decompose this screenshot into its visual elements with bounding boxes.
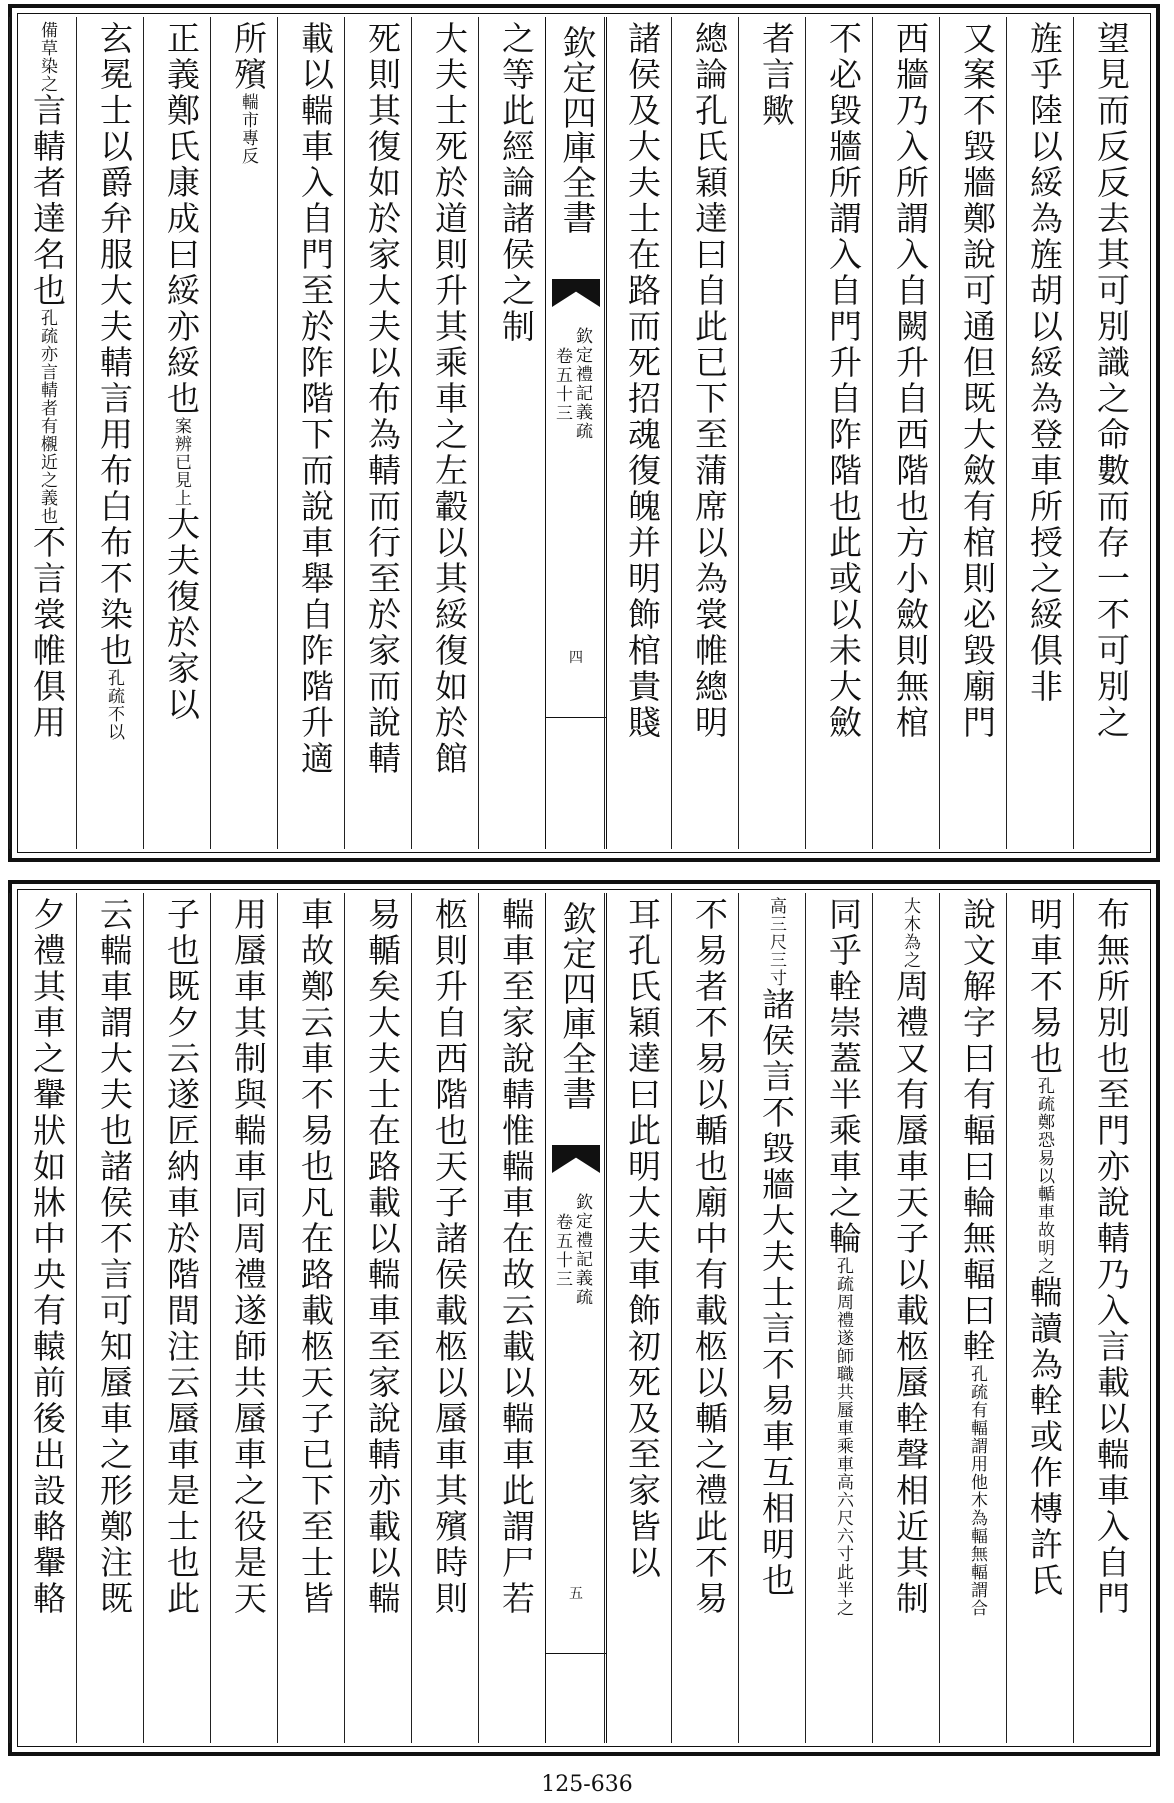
center-fold <box>545 893 607 1743</box>
text-column <box>939 21 1006 845</box>
column-rule <box>671 893 672 1743</box>
text-column <box>210 21 277 845</box>
main-text: 云輲車謂大夫也諸侯不言可知蜃車之形鄭注既 <box>95 897 134 1617</box>
main-text: 孔氏穎達曰此明大夫車飾初死及至家皆以 <box>623 933 662 1581</box>
column-rule <box>478 893 479 1743</box>
text-column <box>671 21 738 845</box>
main-text: 布無所別也至門亦說輤乃入言載以輲車入自門 <box>1092 897 1131 1617</box>
text-column <box>76 21 143 845</box>
main-text: 載以輲車入自門至於阼階下而說車舉自阼階升適 <box>296 21 335 777</box>
text-column <box>872 897 939 1739</box>
text-column <box>805 897 872 1739</box>
main-text: 者言歟 <box>757 21 796 129</box>
column-rule <box>344 893 345 1743</box>
text-column <box>210 897 277 1739</box>
text-column <box>939 897 1006 1739</box>
folio-number: 五 <box>569 1586 583 1602</box>
column-rule <box>277 17 278 849</box>
text-column <box>805 21 872 845</box>
fish-tail-mark <box>552 1145 600 1173</box>
annotation-text: 案辨已見上 <box>171 417 191 507</box>
annotation-text: 孔疏亦言輤者有櫬近之義也 <box>37 309 57 525</box>
page-bottom <box>8 880 1160 1756</box>
main-text: 又案不毀牆鄭說可通但既大斂有棺則必毀廟門 <box>958 21 997 741</box>
annotation-text: 孔疏有輻謂用他木為輻無輻謂合 <box>967 1365 987 1617</box>
main-text: 望見而反反去其可別識之命數而存一不可別之 <box>1092 21 1131 741</box>
text-column <box>277 897 344 1739</box>
column-rule <box>143 893 144 1743</box>
column-rule <box>9 17 10 849</box>
main-text: 用蜃車其制與輲車同周禮遂師共蜃車之役是天 <box>229 897 268 1617</box>
column-rule <box>939 893 940 1743</box>
text-column <box>1006 897 1073 1739</box>
main-text: 不言裳帷俱用 <box>28 525 67 741</box>
main-text: 周禮又有蜃車天子以載柩蜃輇聲相近其制 <box>891 969 930 1617</box>
column-rule <box>738 17 739 849</box>
text-column <box>872 21 939 845</box>
fish-tail-mark <box>552 279 600 307</box>
text-column <box>1073 21 1140 845</box>
text-column <box>9 897 76 1739</box>
main-text: 諸侯及大夫士在路而死招魂復魄并明飾棺貴賤 <box>623 21 662 741</box>
text-column <box>9 21 76 845</box>
main-text: 輲車至家說輤惟輲車在故云載以輲車此謂尸若 <box>497 897 536 1617</box>
main-text: 車故鄭云車不易也凡在路載柩天子已下至士皆 <box>296 897 335 1617</box>
main-text: 大夫士死於道則升其乘車之左轂以其綏復如於館 <box>430 21 469 777</box>
annotation-text: 孔疏不以 <box>104 669 124 741</box>
main-text: 不易者不易以輴也廟中有載柩以輴之禮此不易 <box>690 897 729 1617</box>
column-rule <box>9 893 10 1743</box>
book-title: 欽定四庫全書 <box>556 25 596 235</box>
volume-label: 卷五十三 <box>552 1213 572 1289</box>
text-column <box>76 897 143 1739</box>
column-rule <box>277 893 278 1743</box>
text-column <box>1006 21 1073 845</box>
column-rule <box>939 17 940 849</box>
main-text: 夕禮其車之轝狀如牀中央有轅前後出設輅轝輅 <box>28 897 67 1617</box>
column-rule <box>1073 17 1074 849</box>
main-text: 旌乎陸以綏為旌胡以綏為登車所授之綏俱非 <box>1025 21 1064 705</box>
column-rule <box>805 17 806 849</box>
main-text: 說文解字曰有輻曰輪無輻曰輇 <box>958 897 997 1365</box>
column-rule <box>872 17 873 849</box>
page-footer-number: 125-636 <box>541 1772 633 1797</box>
text-column <box>344 21 411 845</box>
sub-title: 欽定禮記義疏 <box>572 1193 592 1307</box>
column-rule <box>805 893 806 1743</box>
center-fold <box>545 17 607 849</box>
annotation-text: 輲市專反 <box>238 93 258 165</box>
page-top <box>8 4 1160 862</box>
main-text: 輲讀為輇或作槫許氏 <box>1025 1275 1064 1599</box>
folio-rule <box>546 717 606 718</box>
main-text: 之等此經論諸侯之制 <box>497 21 536 345</box>
text-column <box>478 897 545 1739</box>
annotation-text: 備草染之 <box>37 21 57 93</box>
text-column <box>671 897 738 1739</box>
main-text: 不必毀牆所謂入自門升自阼階也此或以未大斂 <box>824 21 863 741</box>
book-title: 欽定四庫全書 <box>556 901 596 1111</box>
text-column <box>604 21 671 845</box>
column-rule <box>344 17 345 849</box>
main-text: 正義鄭氏康成曰綏亦綏也 <box>162 21 201 417</box>
text-column <box>411 897 478 1739</box>
folio-number: 四 <box>569 650 583 666</box>
column-rule <box>671 17 672 849</box>
annotation-text: 高三尺三寸 <box>766 897 786 987</box>
annotation-text: 孔疏周禮遂師職共蜃車乘車高六尺六寸此半之 <box>833 1257 853 1617</box>
column-rule <box>1073 893 1074 1743</box>
column-rule <box>76 893 77 1743</box>
main-text: 明車不易也 <box>1025 897 1064 1077</box>
main-text: 所殯 <box>229 21 268 93</box>
column-rule <box>1006 17 1007 849</box>
main-text: 易輴矣大夫士在路載以輲車至家說輤亦載以輲 <box>363 897 402 1617</box>
text-column <box>738 897 805 1739</box>
text-column <box>143 21 210 845</box>
main-text: 子也既夕云遂匠納車於階間注云蜃車是士也此 <box>162 897 201 1617</box>
column-rule <box>210 17 211 849</box>
main-text: 柩則升自西階也天子諸侯載柩以蜃車其殯時則 <box>430 897 469 1617</box>
column-rule <box>604 17 605 849</box>
text-column <box>604 897 671 1739</box>
column-rule <box>738 893 739 1743</box>
column-rule <box>411 893 412 1743</box>
text-column <box>143 897 210 1739</box>
sub-title: 欽定禮記義疏 <box>572 327 592 441</box>
annotation-text: 大木為之 <box>900 897 920 969</box>
main-text: 同乎輇崇蓋半乘車之輪 <box>824 897 863 1257</box>
column-rule <box>872 893 873 1743</box>
main-text: 總論孔氏穎達曰自此已下至蒲席以為裳帷總明 <box>690 21 729 741</box>
main-text: 大夫復於家以 <box>162 507 201 723</box>
main-text: 玄冕士以爵弁服大夫輤言用布白布不染也 <box>95 21 134 669</box>
annotation-text: 孔疏鄭恐易以輴車故明之 <box>1034 1077 1054 1275</box>
main-text: 死則其復如於家大夫以布為輤而行至於家而說輤 <box>363 21 402 777</box>
volume-label: 卷五十三 <box>552 347 572 423</box>
text-column <box>478 21 545 845</box>
text-column <box>411 21 478 845</box>
text-column <box>1073 897 1140 1739</box>
main-text: 西牆乃入所謂入自闕升自西階也方小斂則無棺 <box>891 21 930 741</box>
text-column <box>344 897 411 1739</box>
main-text: 諸侯言不毀牆大夫士言不易車互相明也 <box>757 987 796 1599</box>
text-column <box>277 21 344 845</box>
main-text: 言輤者達名也 <box>28 93 67 309</box>
column-rule <box>1006 893 1007 1743</box>
column-rule <box>210 893 211 1743</box>
column-rule <box>143 17 144 849</box>
column-rule <box>604 893 605 1743</box>
column-rule <box>411 17 412 849</box>
folio-rule <box>546 1653 606 1654</box>
column-rule <box>76 17 77 849</box>
column-rule <box>478 17 479 849</box>
main-text: 耳 <box>623 897 662 933</box>
text-column <box>738 21 805 845</box>
